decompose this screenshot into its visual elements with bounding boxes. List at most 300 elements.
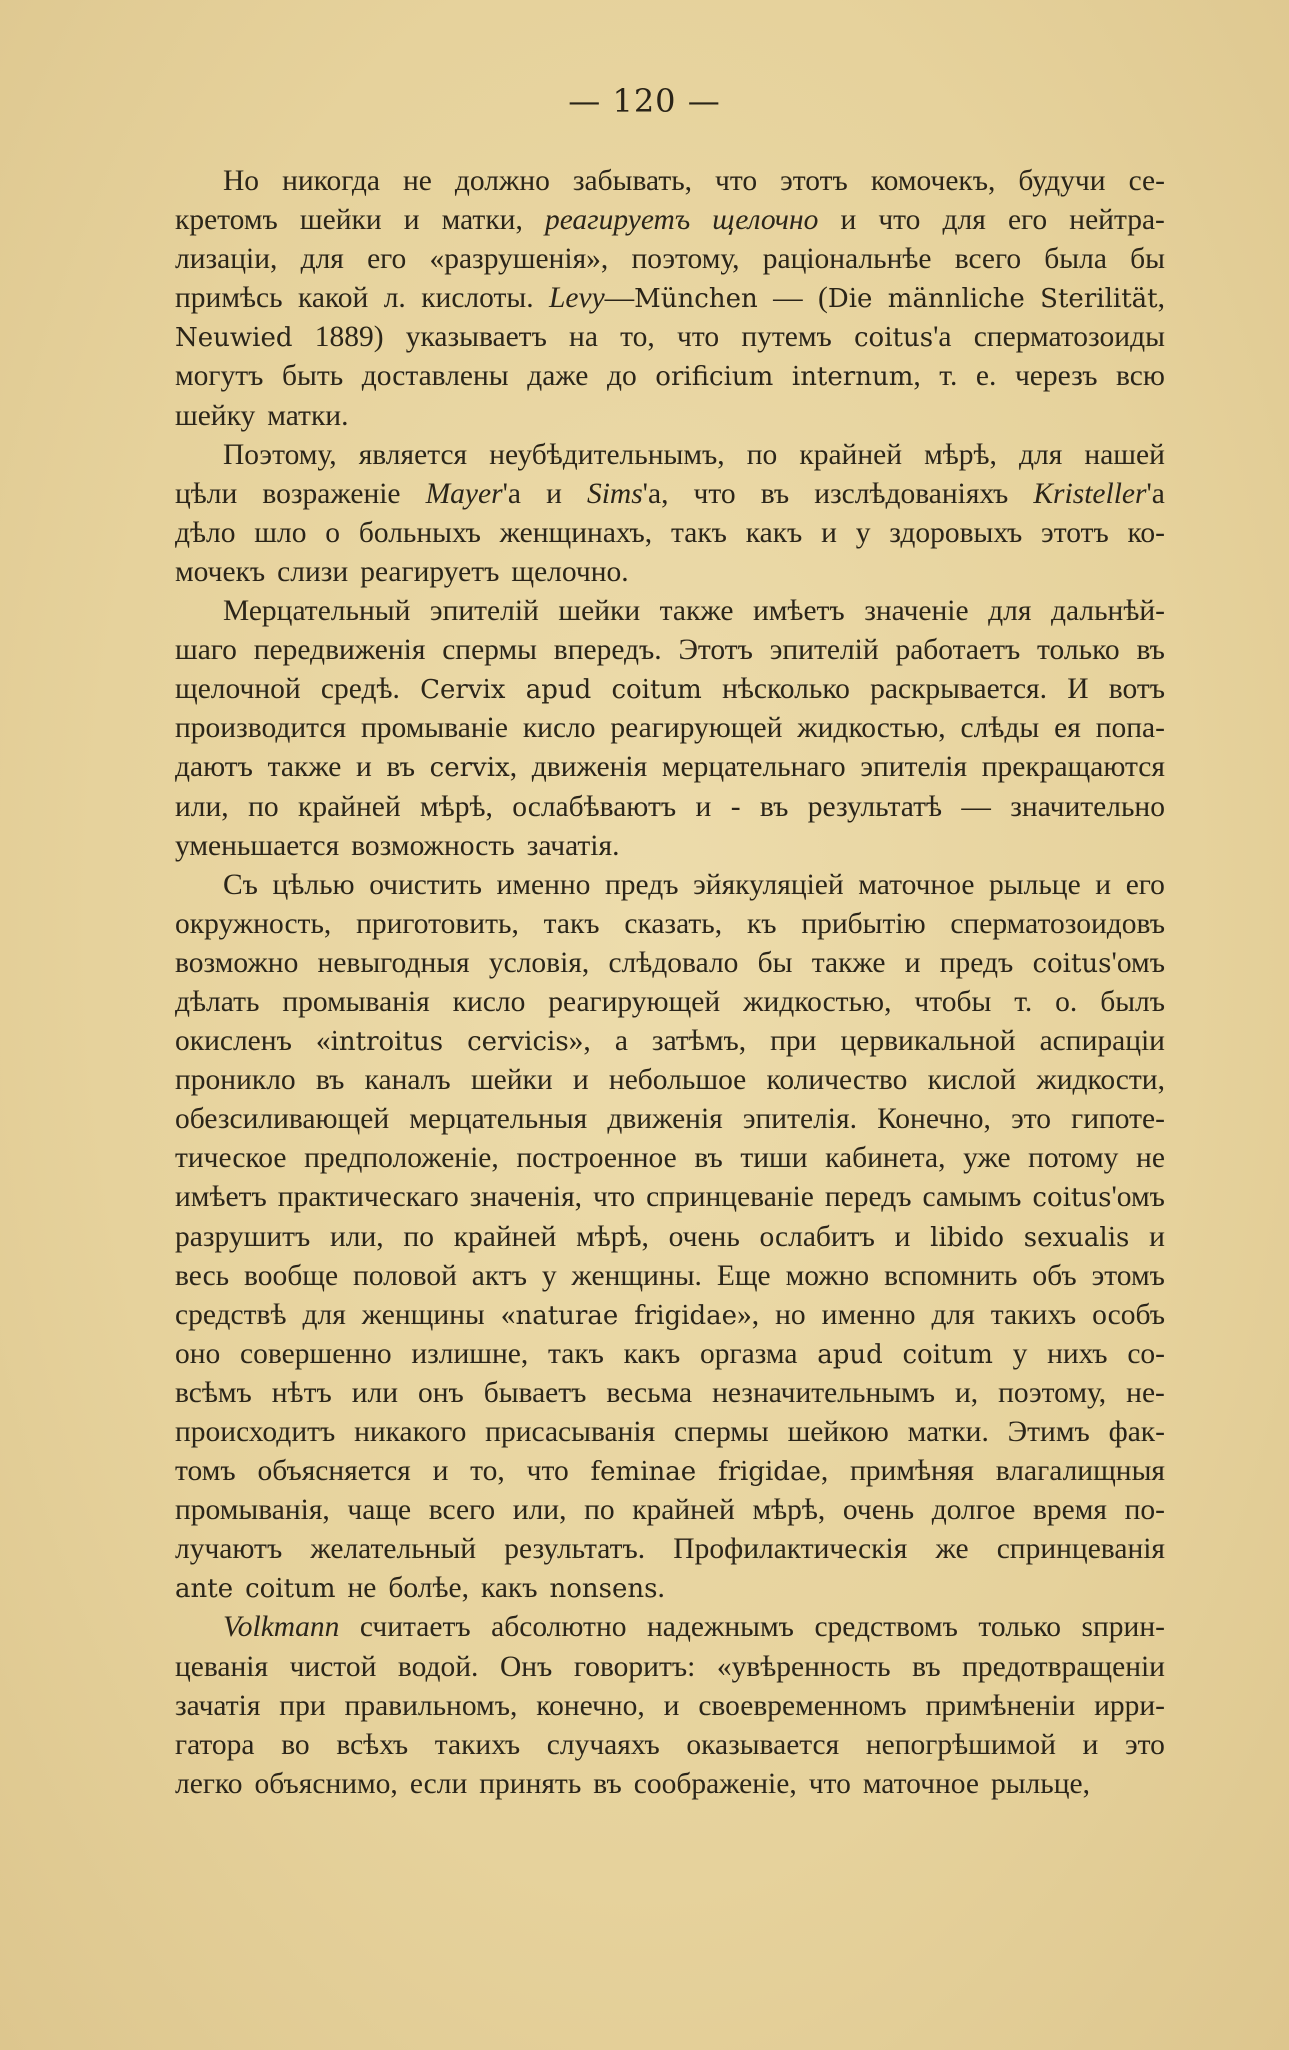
word: Sterilität, xyxy=(1040,282,1165,315)
word: sexualis xyxy=(1023,1222,1130,1253)
word: комочекъ, xyxy=(870,165,996,197)
word: что xyxy=(677,321,720,354)
word: слизи xyxy=(277,555,349,588)
word: половой xyxy=(353,1259,457,1292)
text-line xyxy=(175,1374,1165,1413)
word: не xyxy=(402,165,432,197)
word: щелочной xyxy=(175,673,301,706)
word: этомъ xyxy=(1091,1259,1165,1292)
word: прекращаются xyxy=(981,751,1165,784)
word: эпителій xyxy=(769,634,879,667)
word: и xyxy=(403,204,420,237)
word: долгое xyxy=(931,1494,1016,1527)
word: нашей xyxy=(1084,438,1165,471)
word: передъ xyxy=(824,1181,912,1214)
word: у xyxy=(1012,1337,1028,1370)
word: изслѣдованіяхъ xyxy=(814,477,1009,510)
word: и xyxy=(663,1689,680,1722)
word: до xyxy=(606,360,637,393)
word: правильномъ, xyxy=(344,1689,518,1722)
text-line xyxy=(175,1569,1165,1608)
word: впередъ. xyxy=(553,634,662,667)
word: указываетъ xyxy=(405,321,547,354)
word: feminae xyxy=(590,1457,697,1488)
word: въ xyxy=(386,751,415,784)
text-line xyxy=(175,357,1165,396)
word: говоритъ: xyxy=(573,1650,696,1683)
word: Мерцательный xyxy=(223,595,411,628)
word: — xyxy=(773,282,803,315)
word: будучи xyxy=(1018,165,1106,197)
word: coitum xyxy=(245,1574,336,1605)
word: frigidae, xyxy=(717,1455,829,1488)
word: бы xyxy=(757,946,793,979)
word: нейтра- xyxy=(1069,204,1165,237)
word: невыгодныя xyxy=(317,946,470,979)
word: только xyxy=(1037,634,1120,667)
word: работаетъ xyxy=(895,634,1021,667)
word: этотъ xyxy=(780,165,848,197)
word: количество xyxy=(766,1064,908,1097)
word: internum, xyxy=(791,360,921,393)
word: оно xyxy=(175,1337,221,1370)
text-line xyxy=(175,788,1165,827)
word: цѣлью xyxy=(272,868,355,901)
word: (Die xyxy=(818,282,873,315)
word: значенія, xyxy=(469,1181,583,1214)
word: крайней xyxy=(799,438,902,471)
word: очистить xyxy=(369,868,482,901)
word: можно xyxy=(785,1259,870,1292)
text-line xyxy=(175,397,1165,436)
word: зачатія. xyxy=(526,829,620,862)
text-line xyxy=(175,827,1165,866)
word: сперматозоиды xyxy=(973,321,1165,354)
word: какъ xyxy=(480,1572,538,1605)
word: построенное xyxy=(516,1142,677,1175)
word: Но xyxy=(223,165,260,197)
word: въ xyxy=(593,1767,622,1800)
word: объ xyxy=(1032,1259,1077,1292)
word: окружность, xyxy=(175,907,332,940)
word: что xyxy=(808,1767,851,1800)
word: если xyxy=(409,1767,468,1800)
text-line xyxy=(175,240,1165,279)
word: быть xyxy=(281,360,344,393)
text-line xyxy=(175,1687,1165,1726)
word: лизаціи, xyxy=(175,243,278,276)
word: кислой xyxy=(927,1064,1017,1097)
word: cervicis», xyxy=(467,1025,591,1058)
word: лучаютъ xyxy=(175,1533,283,1566)
word: присасыванія xyxy=(485,1416,656,1448)
word: для xyxy=(1019,438,1063,471)
word: но xyxy=(775,1298,806,1331)
word: даже xyxy=(527,360,589,393)
word: что xyxy=(693,477,736,510)
word: каналъ xyxy=(364,1064,451,1097)
word: средствомъ xyxy=(814,1611,958,1644)
word: сказать, xyxy=(624,907,723,940)
word: весь xyxy=(175,1259,230,1292)
word: щелочно xyxy=(712,204,819,237)
word: незначительнымъ xyxy=(712,1376,935,1409)
word: результатъ. xyxy=(504,1533,646,1566)
word: libido xyxy=(930,1222,1005,1253)
word: маточное xyxy=(862,1767,979,1800)
word: не xyxy=(347,1572,377,1605)
word: женщинахъ, xyxy=(499,516,653,549)
word: sприн- xyxy=(1081,1611,1165,1644)
word: для xyxy=(302,1298,346,1331)
word: т. xyxy=(939,360,958,393)
word: крайней xyxy=(298,790,401,823)
text-line xyxy=(175,905,1165,944)
word: такихъ xyxy=(434,1728,521,1761)
word: мѣрѣ, xyxy=(576,1220,649,1253)
word: всего xyxy=(428,1494,496,1527)
word: и xyxy=(356,751,372,784)
word: всѣмъ xyxy=(175,1376,252,1409)
word: потому xyxy=(1028,1142,1119,1175)
word: возможно xyxy=(175,946,299,979)
word: уже xyxy=(963,1142,1011,1175)
word: такъ xyxy=(543,907,600,940)
word: эпителій xyxy=(429,595,539,628)
word: рыльце xyxy=(989,868,1081,901)
word: этотъ xyxy=(1041,516,1109,549)
word: его xyxy=(1007,204,1048,237)
word: раскрывается. xyxy=(870,673,1047,706)
word: и xyxy=(904,946,921,979)
word: совершенно xyxy=(240,1337,392,1370)
word: вспомнить xyxy=(884,1259,1018,1292)
word: «naturae xyxy=(500,1298,619,1331)
text-line xyxy=(175,1296,1165,1335)
word: своевременномъ xyxy=(698,1689,907,1722)
word: мерцательнаго xyxy=(661,751,846,784)
word: условія, xyxy=(488,946,590,979)
text-line xyxy=(175,1139,1165,1178)
word: всего xyxy=(954,243,1022,276)
word: цѣли xyxy=(175,477,238,510)
word: реагируетъ xyxy=(544,204,691,237)
word: значеніе xyxy=(864,595,969,628)
text-line xyxy=(175,748,1165,787)
word: конечно, xyxy=(536,1689,645,1722)
word: «увѣренность xyxy=(716,1650,891,1683)
word: у xyxy=(541,1259,557,1292)
text-line xyxy=(175,1765,1165,1804)
word: гатора xyxy=(175,1728,255,1761)
word: тиши xyxy=(740,1142,808,1175)
word: разрушитъ xyxy=(175,1220,311,1253)
text-line xyxy=(175,1452,1165,1491)
word: примѣсь xyxy=(175,282,283,315)
word: «разрушенія», xyxy=(429,243,609,276)
word: чистой xyxy=(289,1650,377,1683)
word: Levy—München xyxy=(548,282,758,315)
word: проникло xyxy=(175,1064,296,1097)
word: черезъ xyxy=(1014,360,1098,393)
word: окисленъ xyxy=(175,1025,292,1058)
word: результатѣ xyxy=(807,790,942,823)
word: всѣхъ xyxy=(336,1728,409,1761)
word: самымъ xyxy=(922,1181,1022,1214)
word: чаще xyxy=(347,1494,412,1527)
word: по xyxy=(403,1220,434,1253)
word: ея xyxy=(1054,712,1081,745)
word: попа- xyxy=(1095,712,1165,745)
word: Cervix xyxy=(420,675,506,706)
word: былъ xyxy=(1100,985,1165,1018)
text-line xyxy=(175,436,1165,475)
word: Еще xyxy=(716,1259,771,1292)
word: ante xyxy=(175,1574,234,1605)
word: какъ xyxy=(745,516,803,549)
word: coitum xyxy=(902,1339,993,1370)
word: приготовить, xyxy=(356,907,519,940)
word: и xyxy=(821,516,837,549)
word: Поэтому, xyxy=(223,438,337,471)
text-line xyxy=(175,1061,1165,1100)
word: и xyxy=(1082,1728,1099,1761)
text-line xyxy=(175,1178,1165,1217)
word: чтобы xyxy=(914,985,992,1018)
word: 1889) xyxy=(314,321,384,354)
text-line xyxy=(175,475,1165,514)
text-line xyxy=(175,1335,1165,1374)
word: непогрѣшимой xyxy=(865,1728,1056,1761)
word: женщины. xyxy=(571,1259,702,1292)
word: со- xyxy=(1127,1337,1165,1370)
word: кислоты. xyxy=(421,282,534,315)
word: и xyxy=(1149,1220,1165,1253)
word: то, xyxy=(470,1455,505,1488)
word: также xyxy=(659,595,734,628)
word: затѣмъ, xyxy=(651,1025,747,1058)
word: соображеніе, xyxy=(633,1767,797,1800)
word: здоровыхъ xyxy=(889,516,1023,549)
word: кисло xyxy=(522,712,596,745)
text-line xyxy=(175,709,1165,748)
word: что xyxy=(526,1455,569,1488)
word: какъ xyxy=(623,1337,681,1370)
word: доставлены xyxy=(361,360,509,393)
word: бы xyxy=(1130,243,1165,276)
text-line xyxy=(175,983,1165,1022)
word: кабинета, xyxy=(825,1142,946,1175)
word: жидкостью, xyxy=(743,985,892,1018)
word: о. xyxy=(1055,985,1078,1018)
word: поэтому, xyxy=(998,1376,1107,1409)
word: предъ xyxy=(605,868,679,901)
word: реагирующей xyxy=(548,985,721,1018)
word: то, xyxy=(620,321,655,354)
word: шейку xyxy=(175,399,256,432)
word: сперматозоидовъ xyxy=(950,907,1165,940)
word: реагирующей xyxy=(610,712,783,745)
word: по xyxy=(746,438,778,471)
word: и xyxy=(1095,868,1112,901)
word: больныхъ xyxy=(358,516,481,549)
word: это xyxy=(1011,1103,1051,1136)
word: это xyxy=(1124,1728,1165,1761)
text-line xyxy=(175,944,1165,983)
word: жидкости, xyxy=(1036,1064,1165,1097)
word: никогда xyxy=(282,165,380,197)
word: или, xyxy=(330,1220,384,1253)
word: онъ xyxy=(417,1376,464,1409)
word: путемъ xyxy=(741,321,832,354)
word: männliche xyxy=(887,284,1025,315)
word: значительно xyxy=(1010,790,1165,823)
word: цеванія xyxy=(175,1650,269,1683)
word: объяснимо, xyxy=(254,1767,398,1800)
word: orificium xyxy=(655,362,774,393)
word: вообще xyxy=(244,1259,339,1292)
word: ирри- xyxy=(1094,1689,1165,1722)
word: или, xyxy=(175,790,229,823)
word: никакого xyxy=(354,1416,467,1448)
word: оказывается xyxy=(686,1728,840,1761)
word: особъ xyxy=(1092,1298,1165,1331)
word: мерцательныя xyxy=(409,1103,588,1136)
page-number: — 120 — xyxy=(568,82,721,120)
word: для xyxy=(300,243,344,276)
text-line xyxy=(175,670,1165,709)
word: и xyxy=(432,1455,449,1488)
text-line xyxy=(175,1218,1165,1257)
word: случаяхъ xyxy=(546,1728,660,1761)
word: кретомъ xyxy=(175,204,278,237)
word: имѣетъ xyxy=(175,1181,267,1214)
word: Профилактическія xyxy=(673,1533,908,1566)
text-line xyxy=(175,1022,1165,1061)
word: небольшое xyxy=(608,1064,747,1097)
word: ослабѣваютъ xyxy=(512,790,677,823)
word: Онъ xyxy=(499,1650,553,1683)
word: излишне, xyxy=(411,1337,529,1370)
word: жидкостью, xyxy=(797,712,946,745)
word: средствѣ xyxy=(175,1298,287,1331)
word: для xyxy=(931,1298,975,1331)
word: именно xyxy=(496,868,591,901)
word: и, xyxy=(954,1376,979,1409)
word: по xyxy=(584,1494,615,1527)
word: мочекъ xyxy=(175,555,266,588)
word: шейки xyxy=(558,595,641,628)
word: должно xyxy=(454,165,550,197)
word: предположеніе, xyxy=(304,1142,499,1175)
word: нихъ xyxy=(1047,1337,1108,1370)
word: шаго xyxy=(175,634,237,667)
text-line xyxy=(175,514,1165,553)
word: что xyxy=(878,204,921,237)
word: при xyxy=(279,1689,326,1722)
word: мѣрѣ, xyxy=(420,790,493,823)
word: apud xyxy=(525,675,592,706)
word: щелочно. xyxy=(511,555,629,588)
text-line xyxy=(175,1726,1165,1765)
word: считаетъ xyxy=(359,1611,471,1644)
text-line xyxy=(175,318,1165,357)
word: спринцеваніе xyxy=(646,1181,814,1214)
word: матки. xyxy=(907,1416,989,1448)
word: именно xyxy=(821,1298,916,1331)
word: женщины xyxy=(361,1298,485,1331)
word: средѣ. xyxy=(320,673,400,706)
word: влагалищныя xyxy=(995,1455,1165,1488)
word: могутъ xyxy=(175,360,264,393)
word: же xyxy=(935,1533,969,1566)
word: тическое xyxy=(175,1142,287,1175)
word: актъ xyxy=(471,1259,527,1292)
word: объясняется xyxy=(257,1455,411,1488)
word: е. xyxy=(975,360,997,393)
word: И xyxy=(1067,673,1089,706)
word: спермы xyxy=(442,634,537,667)
word: Neuwied xyxy=(175,323,293,354)
word: въ xyxy=(760,477,790,510)
word: также xyxy=(267,751,342,784)
text-line xyxy=(175,1491,1165,1530)
word: слѣды xyxy=(960,712,1040,745)
word: движенія xyxy=(607,1103,723,1136)
word: имѣетъ xyxy=(752,595,845,628)
text-line xyxy=(175,866,1165,905)
word: возможность xyxy=(351,829,515,862)
word: фак- xyxy=(1108,1416,1165,1448)
word: неубѣдительнымъ, xyxy=(489,438,725,471)
word: только xyxy=(978,1611,1061,1644)
word: такъ xyxy=(670,516,727,549)
word: крайней xyxy=(453,1220,557,1253)
word: — xyxy=(961,790,991,823)
word: coitus'а xyxy=(854,321,952,354)
word: абсолютно xyxy=(491,1611,627,1644)
word: что xyxy=(593,1181,636,1214)
word: при xyxy=(770,1025,817,1058)
text-line xyxy=(175,1608,1165,1647)
word: для xyxy=(942,204,986,237)
word: промыванія xyxy=(282,985,430,1018)
word: въ xyxy=(315,1064,345,1097)
text-line xyxy=(175,592,1165,631)
word: бываетъ xyxy=(483,1376,587,1409)
word: дѣло xyxy=(175,516,236,549)
word: Конечно, xyxy=(877,1103,991,1136)
body-text xyxy=(175,162,1165,1804)
word: ослабитъ xyxy=(759,1220,875,1253)
word: во xyxy=(281,1728,310,1761)
word: матки. xyxy=(267,399,349,432)
word: время xyxy=(1032,1494,1107,1527)
word: се- xyxy=(1128,165,1165,197)
word: даютъ xyxy=(175,751,253,784)
word: нѣсколько xyxy=(722,673,850,706)
word: coitus'омъ xyxy=(1032,946,1165,979)
word: матки, xyxy=(441,204,523,237)
word: т. xyxy=(1014,985,1033,1018)
word: по xyxy=(248,790,279,823)
word: забывать, xyxy=(572,165,693,197)
word: шейки xyxy=(470,1064,553,1097)
word: въ xyxy=(1136,634,1165,667)
text-line xyxy=(175,1257,1165,1296)
word: водой. xyxy=(397,1650,479,1683)
word: шейки xyxy=(299,204,382,237)
